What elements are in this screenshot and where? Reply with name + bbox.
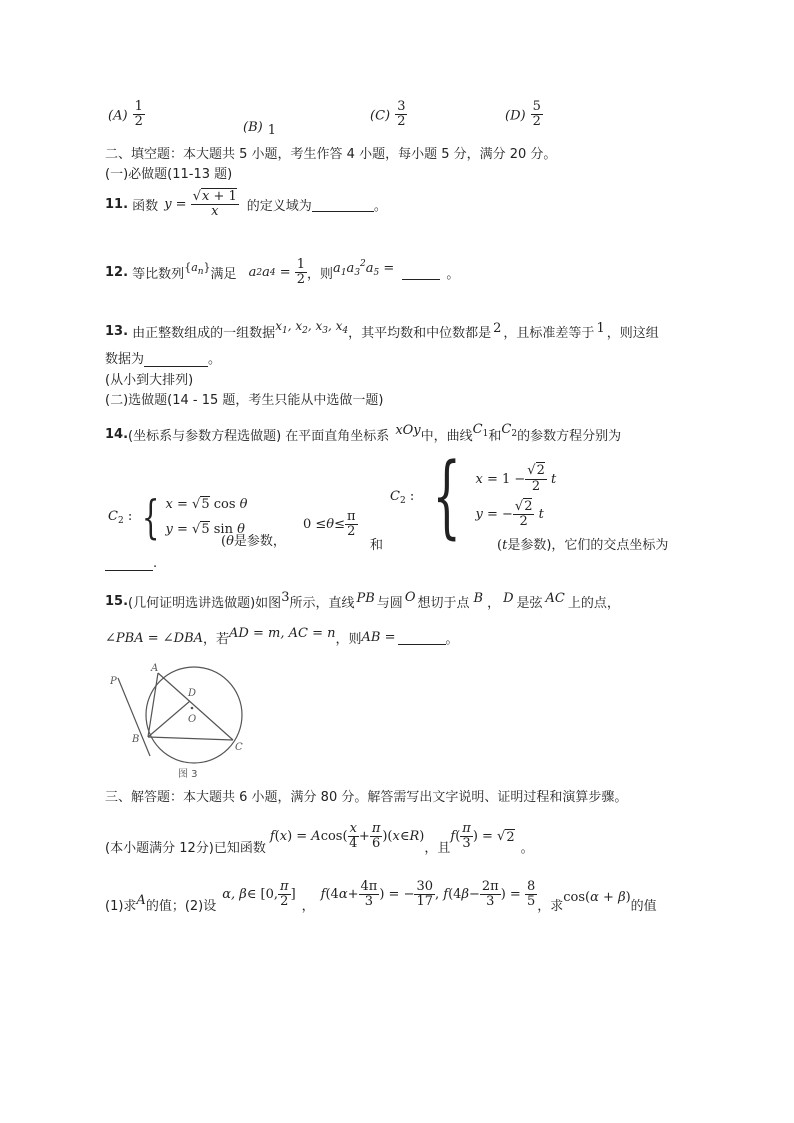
question-16-parts: (1)求 A 的值；(2)设 α, β ∈ [0, $\frac{\pi}{2}$ ] ， f (4 α + $\frac{4\pi}{3}$ ) = − $\frac{30}{17}$ , f (4 β − $\frac{2\pi}{3}$ ) = $\frac{8}{5}$ ，求 cos(α + β) 的值	[105, 879, 657, 915]
question-12-answer-blank[interactable]	[402, 265, 440, 280]
question-11	[105, 190, 387, 220]
question-14-lead: (坐标系与参数方程选做题) 在平面直角坐标系	[128, 429, 390, 444]
question-15-answer-blank[interactable]	[398, 630, 446, 645]
question-14-curve-c1: $C_1$	[472, 422, 489, 439]
question-13-mid3: ，则这组	[606, 326, 659, 341]
chord-ab	[148, 673, 158, 737]
question-12	[105, 258, 459, 288]
question-12-target: $a_1a_3^2a_5$ =	[333, 259, 395, 279]
label-b: B	[132, 734, 140, 745]
choice-d-label: (D)	[505, 108, 526, 124]
question-16-target: cos(α + β)	[563, 890, 631, 906]
segment-bd	[148, 701, 190, 737]
question-15-t2: 与圆	[376, 596, 403, 611]
question-13-mid1: ，其平均数和中位数都是	[348, 326, 492, 341]
question-12-sequence: $\{a_n\}$	[184, 260, 211, 277]
question-13-line2	[105, 348, 221, 367]
question-13-std: 1	[596, 321, 605, 336]
question-13	[105, 319, 659, 341]
question-14-end: .	[153, 556, 158, 571]
choice-a	[108, 100, 145, 130]
question-15: 15. (几何证明选讲选做题)如图 3 所示，直线 PB 与圆 O 想切于点 B ， D 是弦 AC 上的点，	[105, 590, 620, 611]
question-15-t1: 所示，直线	[289, 596, 355, 611]
question-12-number: 12.	[105, 265, 129, 281]
question-12-lead: 等比数列	[132, 267, 185, 283]
choice-c	[370, 100, 407, 130]
question-14-plane: xOy	[395, 423, 421, 438]
question-16-comma: ，	[301, 899, 315, 915]
question-16-end: 。	[520, 841, 534, 857]
question-14	[105, 422, 622, 444]
question-13-mid2: ，且标准差等于	[503, 326, 595, 341]
question-12-then: ，则	[307, 267, 334, 283]
question-15-t4: ，	[487, 596, 501, 611]
question-12-mid: 满足	[210, 267, 237, 283]
question-15-line2: ∠PBA = ∠DBA ，若 AD = m, AC = n ，则 AB = 。	[105, 626, 459, 647]
choice-d	[505, 100, 543, 130]
question-12-condition: a 2 a 4 = $\frac{1}{2}$	[248, 257, 306, 288]
and-between-curves: 和	[370, 538, 384, 553]
question-11-end: 。	[373, 199, 387, 215]
question-16-condition: f ( $\frac{\pi}{3}$ ) = √ 2	[450, 821, 515, 852]
question-13-end: 。	[208, 352, 222, 367]
question-16-mid: ，且	[424, 841, 451, 857]
choice-b	[243, 116, 277, 138]
theta-note: (θ是参数，	[221, 534, 286, 549]
required-subheading: (一)必做题(11-13 题)	[105, 167, 233, 182]
question-13-number: 13.	[105, 324, 129, 339]
chord-bc	[148, 737, 233, 740]
label-a: A	[151, 663, 159, 674]
question-16-lead: (本小题满分 12分)已知函数	[105, 841, 266, 857]
question-16-values: f (4 α + $\frac{4\pi}{3}$ ) = − $\frac{30}{17}$ , f (4 β − $\frac{2\pi}{3}$ ) = $\frac{8}{5}$	[320, 879, 536, 910]
question-13-answer-blank[interactable]	[144, 352, 208, 367]
question-16-tail: 的值	[630, 899, 657, 915]
question-11-answer-blank[interactable]	[312, 197, 374, 212]
question-15-number: 15.	[105, 594, 129, 609]
theta-range: 0 ≤ θ ≤ $\frac{\pi}{2}$	[303, 509, 356, 540]
question-11-lead: 函数	[132, 199, 159, 215]
question-16-function: f ( x ) = A cos( $\frac{x}{4}$ + $\frac{\pi}{6}$ )( x ∈ R )	[269, 821, 425, 852]
label-c: C	[235, 742, 243, 753]
choice-c-fraction: $\frac{3}{2}$	[397, 99, 406, 130]
question-14-answer	[105, 556, 157, 571]
section2-heading: 二、填空题：本大题共 5 小题，考生作答 4 小题，每小题 5 分，满分 20 分。	[105, 147, 557, 162]
question-14-answer-blank[interactable]	[105, 556, 153, 571]
chord-ac	[158, 673, 233, 740]
question-13-note: (从小到大排列)	[105, 373, 194, 388]
question-14-curve-c2: $C_2$	[501, 422, 518, 439]
question-11-tail: 的定义域为	[246, 199, 312, 215]
question-15-fig-ref: 3	[281, 590, 290, 605]
label-o: O	[188, 714, 197, 725]
question-16	[105, 821, 534, 857]
section3-heading: 三、解答题：本大题共 6 小题，满分 80 分。解答需写出文字说明、证明过程和演算步骤。	[105, 790, 628, 805]
question-16-p1: (1)求	[105, 899, 137, 915]
param-eq-circle: $C_2$ : { x = √5 cos θ y = √5 sin θ	[108, 490, 248, 544]
label-d: D	[188, 688, 197, 699]
question-16-p1b: 的值；(2)设	[145, 899, 217, 915]
figure-3	[102, 660, 262, 782]
question-14-tail: 的参数方程分别为	[517, 429, 622, 444]
question-13-mean: 2	[493, 321, 502, 336]
choice-a-fraction: $\frac{1}{2}$	[134, 99, 143, 130]
choice-c-label: (C)	[370, 108, 391, 124]
question-14-and: 和	[488, 429, 502, 444]
question-13-data: $x_1$, $x_2$, $x_3$, $x_4$	[275, 319, 349, 336]
question-15-end: 。	[445, 632, 459, 647]
question-11-number: 11.	[105, 197, 129, 213]
question-14-mid1: 中，曲线	[420, 429, 473, 444]
question-14-number: 14.	[105, 427, 129, 442]
question-15-t6: 上的点，	[567, 596, 620, 611]
question-15-t3: 想切于点	[417, 596, 470, 611]
t-note: (t是参数)，它们的交点坐标为	[497, 538, 669, 553]
question-15-t8: ，则	[335, 632, 362, 647]
choice-d-fraction: $\frac{5}{2}$	[532, 99, 541, 130]
choice-b-value: 1	[267, 123, 277, 138]
question-12-end: 。	[446, 267, 460, 283]
choice-b-label: (B)	[243, 120, 263, 135]
question-16-domain: α, β ∈ [0, $\frac{\pi}{2}$ ]	[222, 879, 296, 910]
question-11-formula: y = $\frac{√x + 1}{x}$	[164, 189, 237, 220]
question-13-answer-lead: 数据为	[105, 352, 145, 367]
choice-a-label: (A)	[108, 108, 128, 124]
label-p: P	[110, 676, 117, 687]
param-eq-line: $C_2$ : { x = 1 − $\frac{√2}{2}$ t y = − $\frac{√2}{2}$ t	[390, 444, 557, 549]
question-13-lead: 由正整数组成的一组数据	[132, 326, 276, 341]
question-15-t7: ，若	[203, 632, 230, 647]
question-15-t5: 是弦	[516, 596, 543, 611]
figure-caption: 图 3	[178, 769, 198, 780]
question-16-ask: ，求	[537, 899, 564, 915]
optional-subheading: (二)选做题(14 - 15 题，考生只能从中选做一题)	[105, 393, 384, 408]
question-15-lead: (几何证明选讲选做题)如图	[128, 596, 282, 611]
